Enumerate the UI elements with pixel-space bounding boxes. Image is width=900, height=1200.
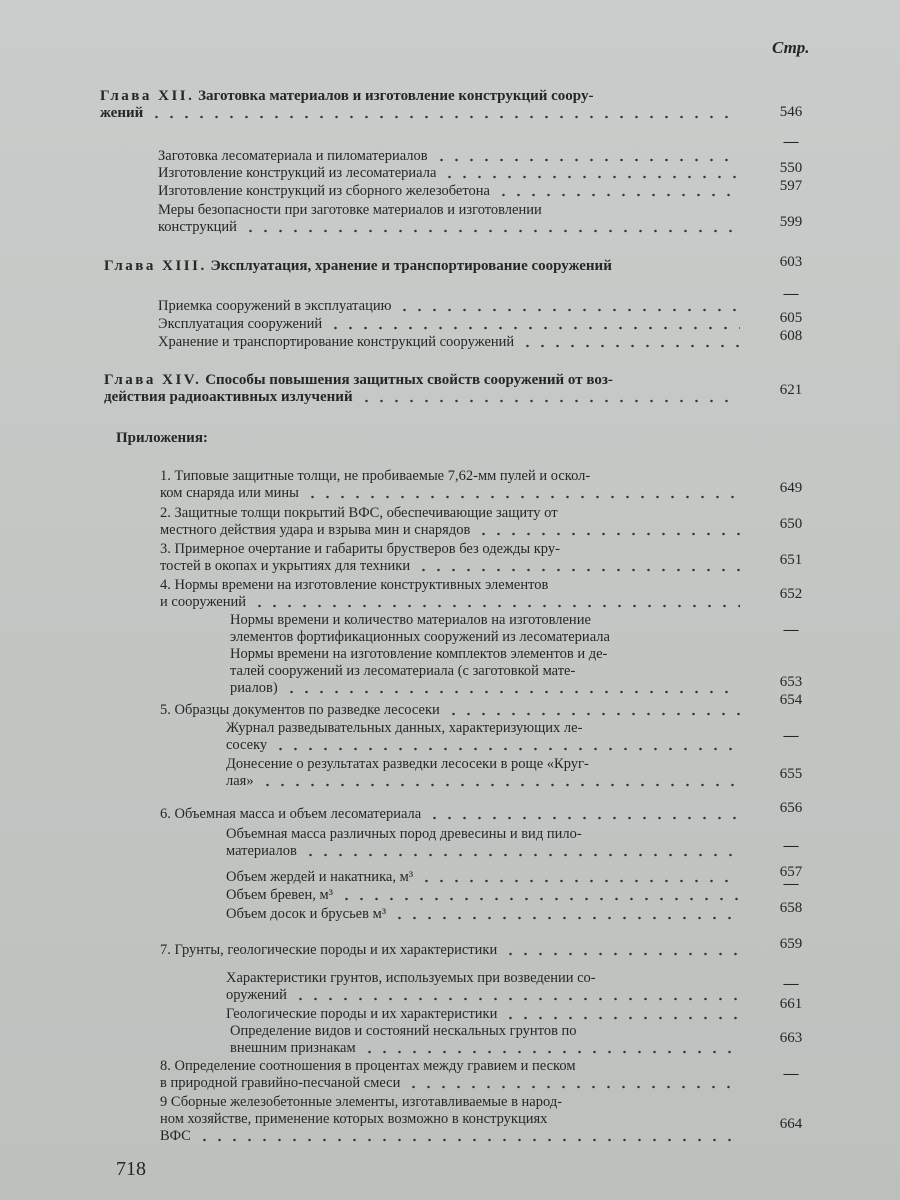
entry-text: 8. Определение соотношения в процентах между гравием и песком — [160, 1058, 576, 1074]
entry-line — [160, 1058, 740, 1075]
entry-page-number: — — [783, 1066, 799, 1082]
entry-text: 9 Сборные железобетонные элементы, изготавливаемые в народ- — [160, 1094, 563, 1110]
entry-text: 2. Защитные толщи покрытий ВФС, обеспечивающие защиту от — [160, 505, 558, 521]
toc-entry — [230, 612, 740, 646]
toc-entry — [226, 887, 740, 904]
entry-line — [230, 629, 740, 646]
entry-text: Заготовка лесоматериала и пиломатериалов — [158, 148, 428, 164]
entry-line-dotted — [226, 906, 740, 923]
leader-dots — [197, 1138, 740, 1142]
entry-text: Нормы времени и количество материалов на изготовление — [230, 612, 591, 628]
entry-page-number: 599 — [779, 214, 803, 230]
entry-line-dotted — [226, 987, 740, 1004]
entry-page-number: 658 — [779, 900, 803, 916]
entry-line — [104, 372, 740, 389]
entry-line — [160, 468, 740, 485]
entry-line-dotted — [158, 334, 740, 351]
leader-dots — [243, 229, 740, 233]
entry-text: жений — [100, 105, 144, 121]
entry-line — [230, 663, 740, 680]
toc-entry — [160, 577, 740, 611]
entry-text: Объем досок и брусьев м³ — [226, 906, 387, 922]
entry-text: 1. Типовые защитные толщи, не пробиваемые 7,62-мм пулей и оскол- — [160, 468, 591, 484]
entry-line-dotted — [104, 389, 740, 406]
page-number: 718 — [116, 1158, 146, 1180]
entry-page-number: 656 — [779, 800, 803, 816]
entry-line — [116, 430, 516, 447]
entry-text: материалов — [226, 843, 297, 859]
leader-dots — [303, 853, 740, 857]
entry-text: Геологические породы и их характеристики — [226, 1006, 498, 1022]
entry-page-number: 608 — [779, 328, 803, 344]
toc-entry — [226, 1006, 740, 1023]
entry-line-dotted — [158, 219, 740, 236]
toc-entry — [160, 505, 740, 539]
leader-dots — [416, 568, 740, 572]
leader-dots — [293, 997, 740, 1001]
entry-line — [104, 258, 740, 275]
entry-page-number: 621 — [779, 382, 803, 398]
entry-page-number: — — [783, 286, 799, 302]
entry-line — [160, 1111, 740, 1128]
entry-text: Глава XIV. Способы повышения защитных свойств сооружений от воз- — [104, 372, 613, 388]
leader-dots — [392, 916, 740, 920]
entry-line — [160, 505, 740, 522]
entry-text: Эксплуатация сооружений — [158, 316, 323, 332]
leader-dots — [476, 532, 740, 536]
toc-entry — [226, 970, 740, 1004]
entry-line-dotted — [160, 522, 740, 539]
toc-entry — [226, 826, 740, 860]
entry-line-dotted — [226, 843, 740, 860]
entry-text: в природной гравийно-песчаной смеси — [160, 1075, 401, 1091]
entry-text: элементов фортификационных сооружений из лесоматериала — [230, 629, 610, 645]
entry-page-number: 663 — [779, 1030, 803, 1046]
entry-text: тостей в окопах и укрытиях для техники — [160, 558, 411, 574]
entry-page-number: 654 — [779, 692, 803, 708]
entry-line-dotted — [160, 485, 740, 502]
entry-line — [160, 541, 740, 558]
entry-line-dotted — [160, 594, 740, 611]
entry-text: Характеристики грунтов, используемых при возведении со- — [226, 970, 596, 986]
toc-entry — [226, 869, 740, 886]
entry-line-dotted — [160, 942, 740, 959]
leader-dots — [397, 308, 740, 312]
entry-page-number: 546 — [779, 104, 803, 120]
entry-line — [226, 970, 740, 987]
toc-entry — [160, 1094, 740, 1145]
entry-line-dotted — [158, 165, 740, 182]
leader-dots — [503, 1016, 740, 1020]
entry-line-dotted — [160, 702, 740, 719]
toc-entry — [160, 806, 740, 823]
entry-text: Определение видов и состояний нескальных грунтов по — [230, 1023, 577, 1039]
chapter-entry — [104, 372, 740, 406]
entry-line-dotted — [158, 298, 740, 315]
entry-line — [230, 1023, 740, 1040]
leader-dots — [442, 175, 740, 179]
entry-text: риалов) — [230, 680, 278, 696]
entry-text: Нормы времени на изготовление комплектов элементов и де- — [230, 646, 608, 662]
entry-page-number: 597 — [779, 178, 803, 194]
leader-dots — [503, 952, 740, 956]
leader-dots — [252, 604, 740, 608]
leader-dots — [260, 783, 740, 787]
entry-line — [226, 756, 740, 773]
entry-page-number: 603 — [779, 254, 803, 270]
entry-text: ном хозяйстве, применение которых возможно в конструкциях — [160, 1111, 548, 1127]
leader-dots — [149, 115, 740, 119]
entry-text: талей сооружений из лесоматериала (с заготовкой мате- — [230, 663, 576, 679]
toc-entry — [158, 202, 740, 236]
entry-text: Объем жердей и накатника, м³ — [226, 869, 414, 885]
leader-dots — [359, 399, 740, 403]
toc-entry — [160, 468, 740, 502]
appendix-heading — [116, 430, 516, 447]
entry-page-number: 650 — [779, 516, 803, 532]
toc-entry — [160, 702, 740, 719]
entry-line — [230, 612, 740, 629]
toc-entry — [158, 148, 740, 165]
entry-line-dotted — [158, 148, 740, 165]
chapter-entry — [104, 258, 740, 275]
toc-entry — [158, 316, 740, 333]
entry-line-dotted — [230, 1040, 740, 1057]
entry-page-number: 659 — [779, 936, 803, 952]
entry-text: Объем бревен, м³ — [226, 887, 334, 903]
entry-text: 7. Грунты, геологические породы и их характеристики — [160, 942, 498, 958]
leader-dots — [328, 326, 740, 330]
entry-page-number: 655 — [779, 766, 803, 782]
page-column-label: Стр. — [772, 38, 810, 57]
entry-text: Журнал разведывательных данных, характеризующих ле- — [226, 720, 583, 736]
entry-line-dotted — [160, 806, 740, 823]
chapter-entry — [100, 88, 740, 122]
entry-page-number: — — [783, 876, 799, 892]
entry-text: Приложения: — [116, 430, 208, 446]
leader-dots — [406, 1085, 740, 1089]
entry-line-dotted — [160, 1075, 740, 1092]
entry-line — [226, 720, 740, 737]
toc-entry — [230, 646, 740, 697]
entry-text: ВФС — [160, 1128, 191, 1144]
leader-dots — [362, 1050, 740, 1054]
entry-line — [160, 577, 740, 594]
entry-line-dotted — [226, 887, 740, 904]
entry-line — [226, 826, 740, 843]
toc-entry — [230, 1023, 740, 1057]
entry-text: Приемка сооружений в эксплуатацию — [158, 298, 392, 314]
toc-entry — [158, 298, 740, 315]
entry-line — [158, 202, 740, 219]
leader-dots — [446, 712, 740, 716]
toc-entry — [158, 334, 740, 351]
leader-dots — [419, 879, 740, 883]
entry-line-dotted — [160, 1128, 740, 1145]
entry-text: действия радиоактивных излучений — [104, 389, 353, 405]
entry-page-number: 652 — [779, 586, 803, 602]
entry-page-number: 605 — [779, 310, 803, 326]
leader-dots — [305, 495, 740, 499]
entry-text: лая» — [226, 773, 254, 789]
toc-entry — [226, 756, 740, 790]
entry-text: и сооружений — [160, 594, 246, 610]
entry-page-number: 661 — [779, 996, 803, 1012]
entry-text: Меры безопасности при заготовке материалов и изготовлении — [158, 202, 542, 218]
entry-text: Глава XIII. Эксплуатация, хранение и транспортирование сооружений — [104, 258, 612, 274]
leader-dots — [427, 816, 740, 820]
entry-text: ком снаряда или мины — [160, 485, 299, 501]
entry-page-number: — — [783, 838, 799, 854]
toc-entry — [226, 720, 740, 754]
entry-text: 4. Нормы времени на изготовление конструктивных элементов — [160, 577, 549, 593]
entry-text: 5. Образцы документов по разведке лесосеки — [160, 702, 440, 718]
entry-text: местного действия удара и взрыва мин и снарядов — [160, 522, 471, 538]
entry-line-dotted — [226, 869, 740, 886]
entry-line-dotted — [100, 105, 740, 122]
entry-line-dotted — [158, 316, 740, 333]
entry-line-dotted — [160, 558, 740, 575]
entry-text: Глава XII. Заготовка материалов и изготовление конструкций соору- — [100, 88, 594, 104]
entry-line — [100, 88, 740, 105]
entry-text: Изготовление конструкций из сборного железобетона — [158, 183, 490, 199]
entry-text: Хранение и транспортирование конструкций сооружений — [158, 334, 515, 350]
toc-entry — [160, 942, 740, 959]
entry-page-number: 649 — [779, 480, 803, 496]
leader-dots — [520, 344, 740, 348]
leader-dots — [339, 897, 740, 901]
entry-page-number: — — [783, 134, 799, 150]
entry-line-dotted — [230, 680, 740, 697]
entry-page-number: 550 — [779, 160, 803, 176]
leader-dots — [273, 747, 740, 751]
entry-line-dotted — [158, 183, 740, 200]
entry-text: Изготовление конструкций из лесоматериала — [158, 165, 437, 181]
toc-entry — [158, 165, 740, 182]
entry-text: 3. Примерное очертание и габариты брустверов без одежды кру- — [160, 541, 560, 557]
leader-dots — [284, 690, 740, 694]
entry-page-number: — — [783, 622, 799, 638]
toc-entry — [160, 1058, 740, 1092]
leader-dots — [496, 193, 740, 197]
entry-text: 6. Объемная масса и объем лесоматериала — [160, 806, 422, 822]
toc-entry — [158, 183, 740, 200]
toc-entry — [226, 906, 740, 923]
entry-text: внешним признакам — [230, 1040, 356, 1056]
entry-text: оружений — [226, 987, 287, 1003]
entry-page-number: 664 — [779, 1116, 803, 1132]
entry-page-number: 653 — [779, 674, 803, 690]
entry-line — [230, 646, 740, 663]
entry-line-dotted — [226, 1006, 740, 1023]
entry-page-number: — — [783, 976, 799, 992]
entry-line-dotted — [226, 773, 740, 790]
entry-text: Объемная масса различных пород древесины и вид пило- — [226, 826, 582, 842]
entry-line-dotted — [226, 737, 740, 754]
toc-entry — [160, 541, 740, 575]
entry-line — [160, 1094, 740, 1111]
entry-page-number: — — [783, 728, 799, 744]
entry-text: конструкций — [158, 219, 237, 235]
entry-page-number: 651 — [779, 552, 803, 568]
entry-text: Донесение о результатах разведки лесосеки в роще «Круг- — [226, 756, 589, 772]
leader-dots — [434, 158, 740, 162]
entry-text: сосеку — [226, 737, 268, 753]
entry-page-number: 657 — [779, 864, 803, 880]
